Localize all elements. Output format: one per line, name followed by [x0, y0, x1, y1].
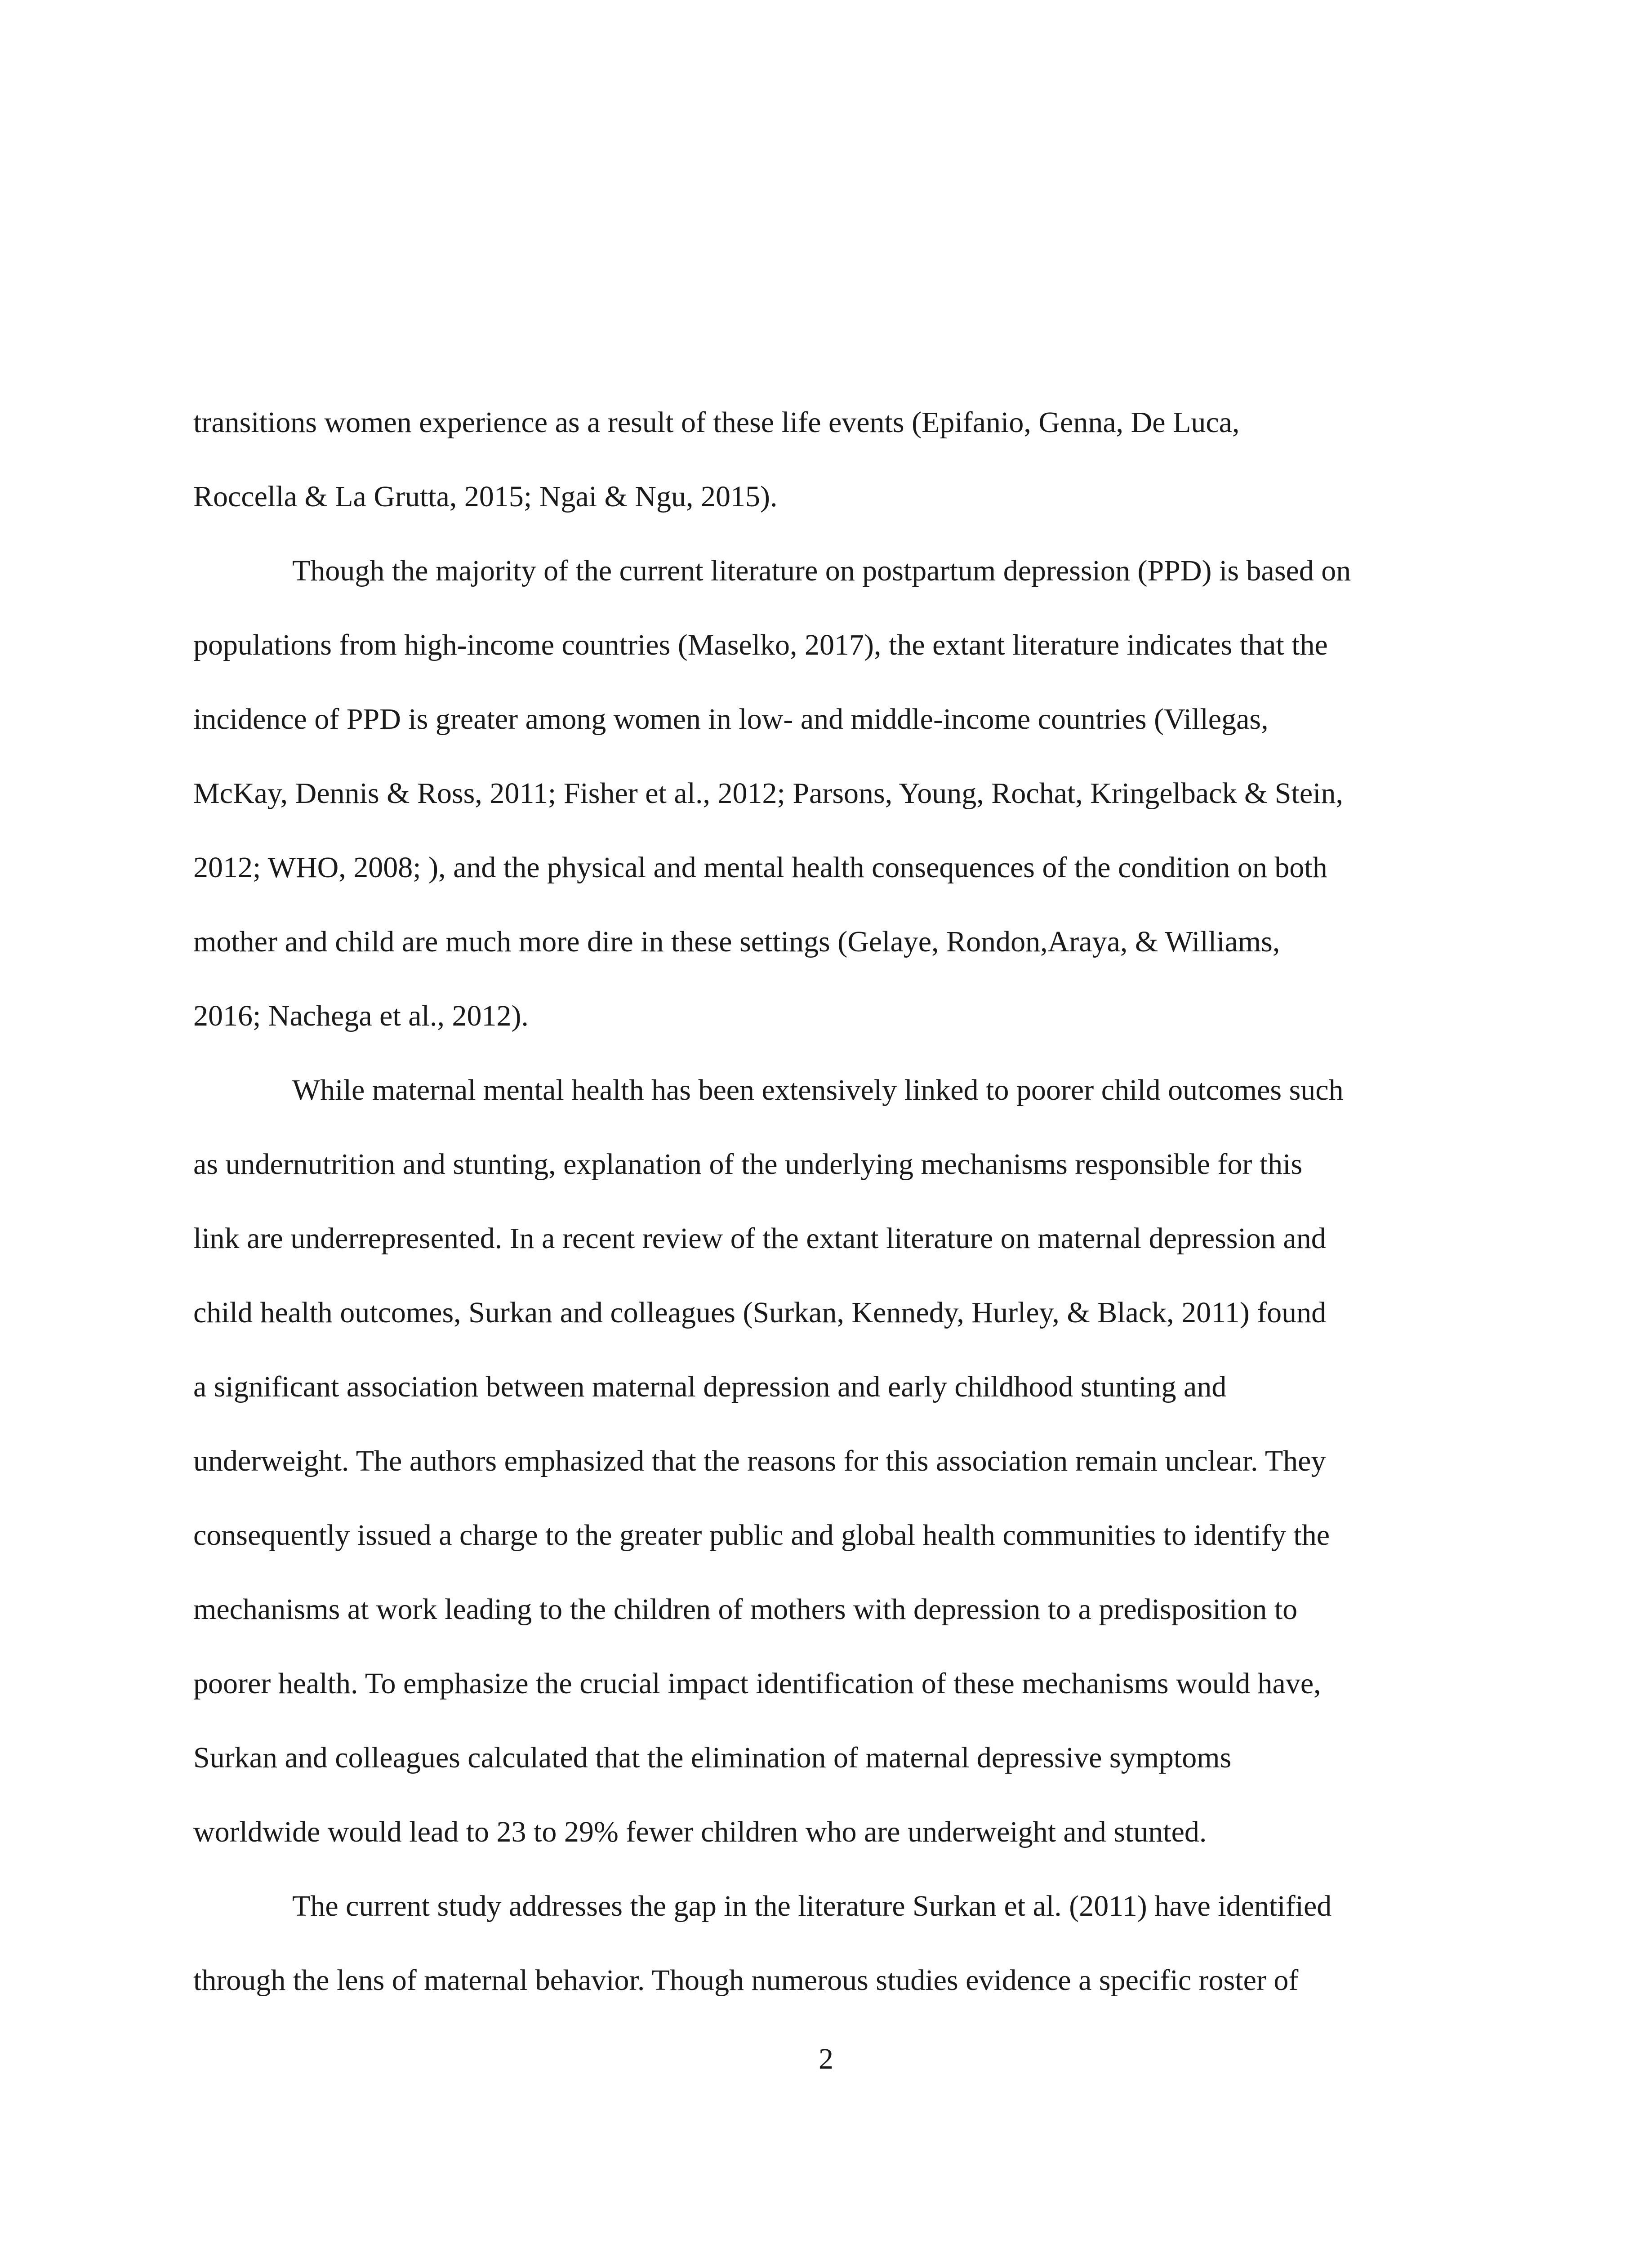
text-line: transitions women experience as a result of these life events (Epifanio, Genna, De Luca,	[193, 406, 1240, 439]
text-line: 2012; WHO, 2008; ), and the physical and mental health consequences of the condition on both	[193, 851, 1327, 884]
text-line: child health outcomes, Surkan and colleagues (Surkan, Kennedy, Hurley, & Black, 2011) found	[193, 1296, 1327, 1329]
text-line: 2016; Nachega et al., 2012).	[193, 999, 529, 1032]
text-line: incidence of PPD is greater among women in low- and middle-income countries (Villegas,	[193, 703, 1269, 736]
text-line: Surkan and colleagues calculated that the elimination of maternal depressive symptoms	[193, 1741, 1232, 1774]
text-line: as undernutrition and stunting, explanation of the underlying mechanisms responsible for this	[193, 1148, 1303, 1181]
paragraph-start-line: While maternal mental health has been extensively linked to poorer child outcomes such	[292, 1074, 1344, 1106]
text-line: poorer health. To emphasize the crucial impact identification of these mechanisms would have,	[193, 1667, 1321, 1700]
text-line: through the lens of maternal behavior. Though numerous studies evidence a specific roster of	[193, 1964, 1299, 1997]
text-line: mechanisms at work leading to the children of mothers with depression to a predisposition to	[193, 1593, 1298, 1626]
text-line: link are underrepresented. In a recent review of the extant literature on maternal depression and	[193, 1222, 1326, 1255]
paragraph-start-line: The current study addresses the gap in the literature Surkan et al. (2011) have identified	[292, 1890, 1332, 1922]
text-line: McKay, Dennis & Ross, 2011; Fisher et al., 2012; Parsons, Young, Rochat, Kringelback & Stein,	[193, 777, 1343, 810]
text-line: Roccella & La Grutta, 2015; Ngai & Ngu, 2015).	[193, 480, 778, 513]
text-line: a significant association between maternal depression and early childhood stunting and	[193, 1370, 1227, 1403]
text-line: mother and child are much more dire in these settings (Gelaye, Rondon,Araya, & Williams,	[193, 925, 1280, 958]
page-number: 2	[819, 2043, 833, 2075]
text-line: worldwide would lead to 23 to 29% fewer children who are underweight and stunted.	[193, 1815, 1207, 1848]
text-line: underweight. The authors emphasized that the reasons for this association remain unclear. They	[193, 1445, 1326, 1477]
text-line: populations from high-income countries (Maselko, 2017), the extant literature indicates that the	[193, 629, 1328, 661]
paragraph-start-line: Though the majority of the current literature on postpartum depression (PPD) is based on	[292, 554, 1351, 587]
text-line: consequently issued a charge to the greater public and global health communities to identify the	[193, 1519, 1330, 1552]
